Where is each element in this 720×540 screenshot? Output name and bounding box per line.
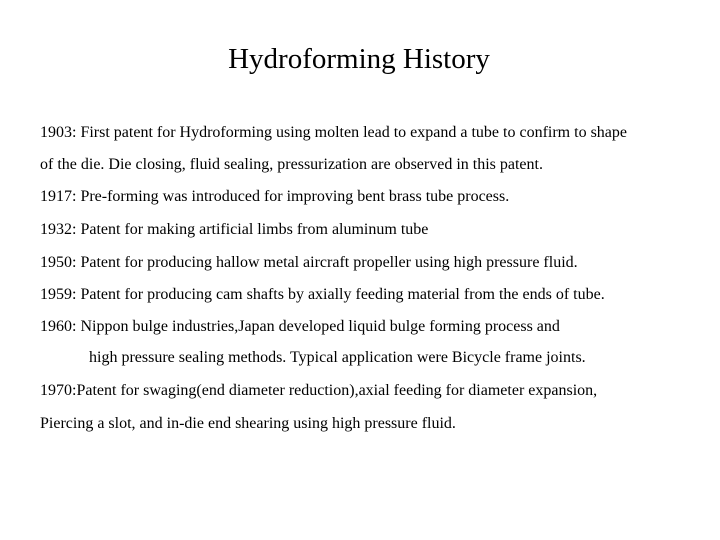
- history-line-1970: 1970:Patent for swaging(end diameter reduction),axial feeding for diameter expansion,: [40, 382, 598, 399]
- history-line-1970-cont: Piercing a slot, and in-die end shearing using high pressure fluid.: [40, 415, 456, 432]
- slide-title: Hydroforming History: [228, 43, 490, 75]
- history-line-1903: 1903: First patent for Hydroforming using molten lead to expand a tube to confirm to shape: [40, 124, 627, 141]
- history-line-1960-cont: high pressure sealing methods. Typical application were Bicycle frame joints.: [89, 349, 586, 366]
- history-line-1932: 1932: Patent for making artificial limbs from aluminum tube: [40, 221, 429, 238]
- history-line-1950: 1950: Patent for producing hallow metal aircraft propeller using high pressure fluid.: [40, 254, 578, 271]
- history-line-1903-cont: of the die. Die closing, fluid sealing, pressurization are observed in this patent.: [40, 156, 543, 173]
- history-line-1959: 1959: Patent for producing cam shafts by axially feeding material from the ends of tube.: [40, 286, 605, 303]
- history-line-1917: 1917: Pre-forming was introduced for improving bent brass tube process.: [40, 188, 510, 205]
- history-line-1960: 1960: Nippon bulge industries,Japan developed liquid bulge forming process and: [40, 318, 560, 335]
